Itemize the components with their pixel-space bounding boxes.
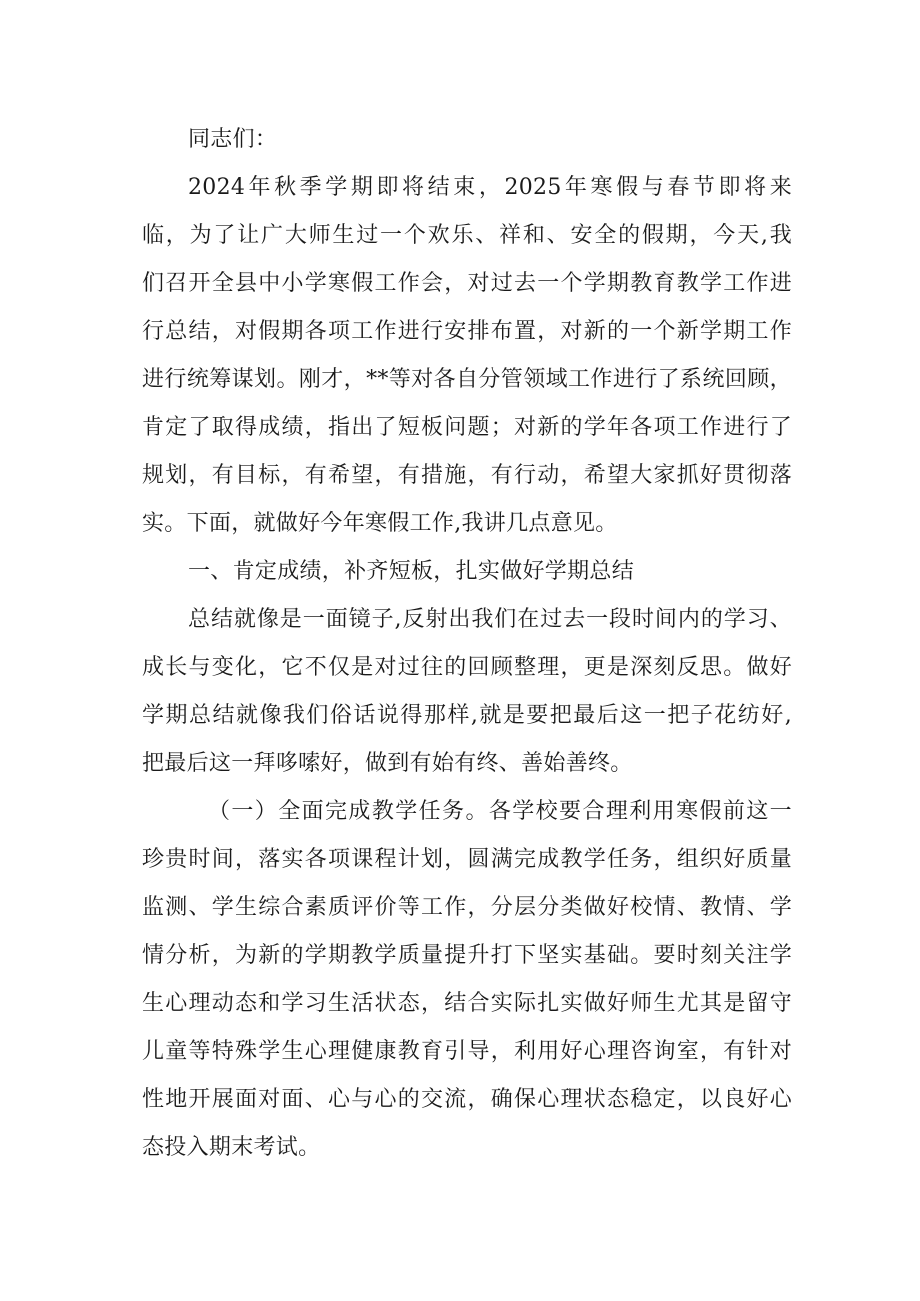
text-line: 2024年秋季学期即将结束，2025年寒假与春节即将来: [188, 175, 792, 200]
text-line: 态投入期末考试。: [142, 1135, 321, 1160]
text-line: 学期总结就像我们俗话说得那样,就是要把最后这一把子花纺好,: [142, 703, 792, 728]
text-line: 临，为了让广大师生过一个欢乐、祥和、安全的假期，今天,我: [142, 223, 792, 248]
text-line: 性地开展面对面、心与心的交流，确保心理状态稳定，以良好心: [142, 1087, 792, 1112]
text-line: 行总结，对假期各项工作进行安排布置，对新的一个新学期工作: [142, 319, 792, 344]
text-line: 成长与变化，它不仅是对过往的回顾整理，更是深刻反思。做好: [142, 655, 792, 680]
section-heading: 一、肯定成绩，补齐短板，扎实做好学期总结: [188, 559, 635, 584]
text-line: 把最后这一拜哆嗦好，做到有始有终、善始善终。: [142, 751, 633, 776]
subsection-line: （一）全面完成教学任务。各学校要合理利用寒假前这一: [208, 799, 792, 824]
text-line: 实。下面，就做好今年寒假工作,我讲几点意见。: [142, 511, 618, 536]
text-line: 生心理动态和学习生活状态，结合实际扎实做好师生尤其是留守: [142, 991, 792, 1016]
salutation: 同志们：: [188, 127, 278, 152]
text-line: 珍贵时间，落实各项课程计划，圆满完成教学任务，组织好质量: [142, 847, 792, 872]
text-line: 儿童等特殊学生心理健康教育引导，利用好心理咨询室，有针对: [142, 1039, 792, 1064]
text-line: 总结就像是一面镜子,反射出我们在过去一段时间内的学习、: [188, 607, 792, 632]
text-line: 肯定了取得成绩，指出了短板问题；对新的学年各项工作进行了: [142, 415, 792, 440]
text-line: 进行统筹谋划。刚才，**等对各自分管领域工作进行了系统回顾，: [142, 367, 792, 392]
text-line: 们召开全县中小学寒假工作会，对过去一个学期教育教学工作进: [142, 271, 792, 296]
text-line: 监测、学生综合素质评价等工作，分层分类做好校情、教情、学: [142, 895, 792, 920]
text-line: 规划，有目标，有希望，有措施，有行动，希望大家抓好贯彻落: [142, 463, 792, 488]
text-line: 情分析，为新的学期教学质量提升打下坚实基础。要时刻关注学: [142, 943, 792, 968]
